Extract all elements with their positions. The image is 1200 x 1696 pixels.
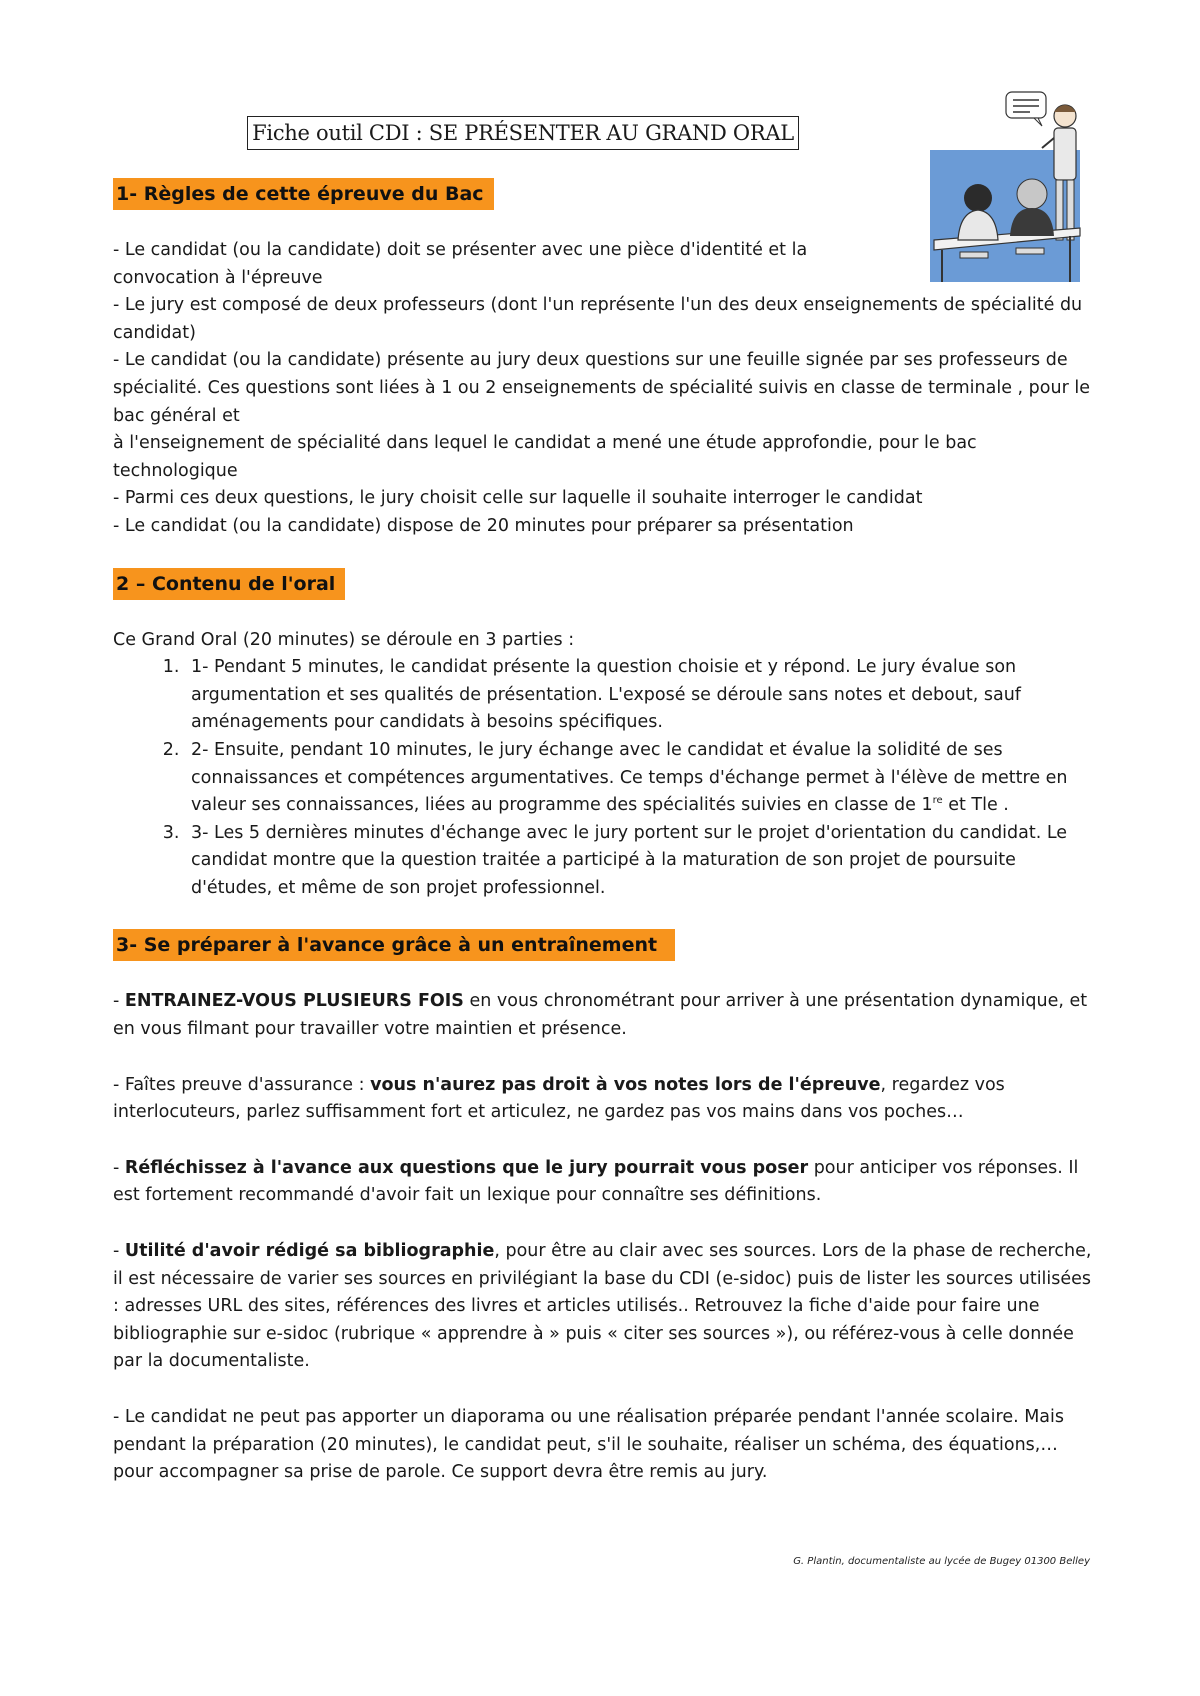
oral-part-2-text: 2- Ensuite, pendant 10 minutes, le jury échange avec le candidat et évalue la solidité de ses connaissances et compétences argumentatives. Ce temps d'échange permet à l'élève de mettre en valeur ses connaissances, liées au programme des spécialités suivies en classe de 1 [191, 739, 1068, 816]
tip-bibliography-text: , pour être au clair avec ses sources. Lors de la phase de recherche, il est nécessaire de varier ses sources en privilégiant la base du CDI (e-sidoc) puis de lister les sources utilisées : adresses URL des sites, références des livres et articles utilisés.. Retrouvez la fiche d'aide pour faire une bibliographie sur e-sidoc (rubrique « apprendre à » puis « citer ses sources »), ou référez-vous à celle donnée par la documentaliste. [113, 1241, 1092, 1372]
oral-part-2-end: et Tle . [942, 795, 1009, 816]
document-title: Fiche outil CDI : SE PRÉSENTER AU GRAND ORAL [247, 116, 799, 150]
rule-line-5: - Parmi ces deux questions, le jury choisit celle sur laquelle il souhaite interroger le candidat [113, 488, 923, 509]
rule-line-6: - Le candidat (ou la candidate) dispose de 20 minutes pour préparer sa présentation [113, 515, 854, 536]
tip-confidence-start: - Faîtes preuve d'assurance : [113, 1074, 371, 1095]
oral-parts-intro: Ce Grand Oral (20 minutes) se déroule en 3 parties : [113, 629, 575, 650]
tip-bibliography-bold: Utilité d'avoir rédigé sa bibliographie [124, 1241, 495, 1262]
rule-line-2: - Le jury est composé de deux professeurs (dont l'un représente l'un des deux enseignements de spécialité du candidat) [113, 295, 1083, 343]
oral-part-1 [185, 654, 1093, 737]
tip-questions-bold: Réfléchissez à l'avance aux questions que le jury pourrait vous poser [124, 1157, 809, 1178]
tip-confidence [113, 1072, 1093, 1127]
tip-bibliography-dash: - [113, 1241, 125, 1262]
tip-confidence-bold: vous n'aurez pas droit à vos notes lors de l'épreuve [370, 1074, 881, 1095]
tip-questions [113, 1155, 1093, 1210]
rule-line-1: - Le candidat (ou la candidate) doit se présenter avec une pièce d'identité et la convocation à l'épreuve [113, 240, 808, 288]
oral-part-3-text: 3- Les 5 dernières minutes d'échange avec le jury portent sur le projet d'orientation du candidat. Le candidat montre que la question traitée a participé à la maturation de son projet de poursuite d'études, et même de son projet professionnel. [191, 822, 1068, 898]
tip-confidence-text: , regardez vos interlocuteurs, parlez suffisamment fort et articulez, ne gardez pas vos mains dans vos poches… [113, 1074, 1005, 1123]
tip-practice-dash: - [113, 991, 125, 1012]
tip-practice [113, 988, 1093, 1043]
tip-support: - Le candidat ne peut pas apporter un diaporama ou une réalisation préparée pendant l'année scolaire. Mais pendant la préparation (20 minutes), le candidat peut, s'il le souhaite, réaliser un schéma, des équations,… pour accompagner sa prise de parole. Ce support devra être remis au jury. [113, 1407, 1065, 1483]
rule-line-3: - Le candidat (ou la candidate) présente au jury deux questions sur une feuille signée par ses professeurs de spécialité. Ces questions sont liées à 1 ou 2 enseignements de spécialité suivis en classe de terminale , pour le bac général et [113, 350, 1090, 426]
oral-parts-list [113, 654, 1093, 902]
oral-part-2-superscript: re [932, 795, 943, 807]
rule-line-4: à l'enseignement de spécialité dans lequel le candidat a mené une étude approfondie, pour le bac technologique [113, 433, 977, 481]
oral-part-3 [185, 820, 1093, 903]
footer-credit: G. Plantin, documentaliste au lycée de Bugey 01300 Belley [793, 1556, 1090, 1567]
tip-practice-text: en vous chronométrant pour arriver à une présentation dynamique, et en vous filmant pour travailler votre maintien et présence. [113, 991, 1088, 1040]
section-2-heading: 2 – Contenu de l'oral [113, 568, 345, 600]
document-body [113, 178, 1093, 1487]
section-3-heading: 3- Se préparer à l'avance grâce à un entraînement [113, 929, 675, 961]
tip-practice-bold: ENTRAINEZ-VOUS PLUSIEURS FOIS [124, 991, 464, 1012]
oral-part-2 [185, 737, 1093, 820]
tip-bibliography [113, 1238, 1093, 1376]
section-1-heading: 1- Règles de cette épreuve du Bac [113, 178, 494, 210]
tip-questions-dash: - [113, 1157, 125, 1178]
tip-questions-text: pour anticiper vos réponses. Il est fortement recommandé d'avoir fait un lexique pour connaître ses définitions. [113, 1157, 1079, 1206]
oral-part-1-text: 1- Pendant 5 minutes, le candidat présente la question choisie et y répond. Le jury évalue son argumentation et ses qualités de présentation. L'exposé se déroule sans notes et debout, sauf aménagements pour candidats à besoins spécifiques. [191, 657, 1021, 733]
